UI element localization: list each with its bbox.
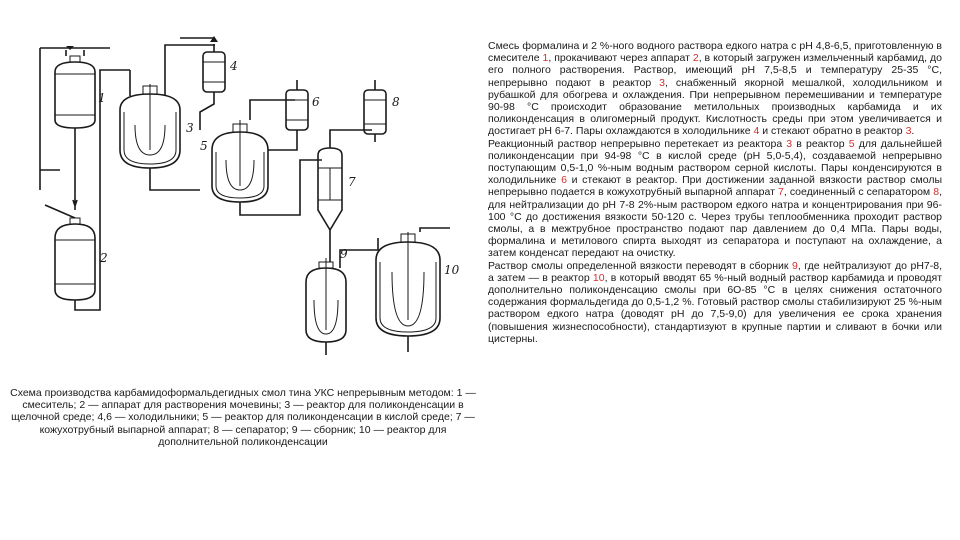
paragraph-3 xyxy=(488,260,942,345)
text: и стекают обратно в реактор xyxy=(759,125,906,138)
label-9: 9 xyxy=(340,247,348,261)
ref-7: 7 xyxy=(777,186,784,199)
label-5: 5 xyxy=(200,139,208,153)
text: , в который вводят 65 %-ный водный раствор карбамида и проводят дополнительно поликонденсацию смолы при 6О-85 °С в целях снижения остаточного содержания формальдегида до 0,5-1,2 %. Готовый раствор смолы стабилизируют 25 %-ным раствором едкого натра (доводят рН до 7,5-9,0) для увеличения ее срока хранения (повышения жизнеспособности), стандартизуют в крупные партии и сливают в бочки или цистерны. xyxy=(488,271,943,345)
label-1: 1 xyxy=(98,91,106,105)
ref-10: 10 xyxy=(592,271,605,284)
ref-5: 5 xyxy=(848,137,855,150)
vessel-2-dissolver xyxy=(45,205,95,300)
vessel-5-reactor-acidic xyxy=(212,100,322,215)
process-flow-diagram xyxy=(0,0,480,380)
ref-3: 3 xyxy=(659,76,665,89)
paragraph-2 xyxy=(488,138,942,260)
text: Смесь формалина и 2 %-ного водного раствора едкого натра с рН 4,8-6,5, приготовленную в смесителе xyxy=(488,40,942,65)
label-4: 4 xyxy=(230,59,238,73)
process-description xyxy=(488,40,942,345)
text: и стекают в реактор. При достижении заданной вязкости раствор смолы непрерывно подается в кожухотрубный выпарной аппарат xyxy=(488,174,942,199)
label-8: 8 xyxy=(392,95,400,109)
ref-9: 9 xyxy=(792,259,798,272)
diagram-caption: Схема производства карбамидоформальдегидных смол тина УКС непрерывным методом: 1 — смеситель; 2 — аппарат для растворения мочевины; 3 — реактор для поликонденсации в щелочной среде; 4,6 — холодильники; 5 — реактор для поликонденсации в кислой среде; 7 — кожухотрубный выпарной аппарат; 8 — сепаратор; 9 — сборник; 10 — реактор для дополнительной поликонденсации xyxy=(10,387,476,448)
text: Раствор смолы определенной вязкости переводят в сборник xyxy=(488,259,792,272)
vessel-8-separator xyxy=(364,80,386,142)
label-6: 6 xyxy=(312,95,320,109)
paragraph-1 xyxy=(488,40,942,138)
text: , снабженный якорной мешалкой, холодильником и рубашкой для обогрева и охлаждения. При непрерывном перемешивании и температуре 90-98 °С происходит образование метилольных производных карбамида и их поликонденсация в олигомерный продукт. Кислотность среды при этом увеличивается и достигает рН 6-7. Пары охлаждаются в холодильнике xyxy=(488,76,942,138)
text: , соединенный с сепаратором xyxy=(783,186,934,199)
text: Реакционный раствор непрерывно перетекает из реактора xyxy=(488,137,787,150)
text: , в который загружен измельченный карбамид, до его полного растворения. Раствор, имеющий рН 7,5-8,5 и температуру 25-35 °С, непрерывно подают в реактор xyxy=(488,52,943,89)
text: для дальнейшей поликонденсации при 94-98 °С в кислой среде (рН 5,0-5,4), создаваемой непрерывно поступающим 0,5-1,0 %-ным водным раствором серной кислоты. Пары конденсируются в холодильнике xyxy=(488,137,942,187)
ref-3: 3 xyxy=(786,137,793,150)
ref-8: 8 xyxy=(933,186,940,199)
ref-2: 2 xyxy=(692,52,699,65)
text: , для нейтрализации до рН 7-8 2%-ным раствором едкого натра и концентрирования при 96-100 °С до достижения вязкости 50-120 с. Через трубы теплообменника проходит раствор смолы, а в межтрубное пространство подают пар давлением до 0,4 МПа. Пары воды, формалина и метилового спирта выходят из сепаратора и поступают на охлаждение, а затем конденсат передают на очистку. xyxy=(488,186,942,260)
ref-3: 3 xyxy=(905,125,912,138)
label-7: 7 xyxy=(348,175,356,189)
ref-1: 1 xyxy=(542,52,549,65)
vessel-4-condenser xyxy=(200,36,225,130)
vessel-7-evaporator xyxy=(318,130,372,262)
ref-6: 6 xyxy=(561,174,567,187)
label-2: 2 xyxy=(100,251,108,265)
text: , где нейтрализуют до рН7-8, а затем — в реактор xyxy=(488,259,942,284)
text: . xyxy=(911,125,915,138)
text: в реактор xyxy=(792,137,849,150)
vessel-6-condenser xyxy=(268,80,308,150)
label-10: 10 xyxy=(444,263,460,277)
vessel-10-reactor-final xyxy=(376,228,450,352)
vessel-3-reactor-alkaline xyxy=(120,70,180,168)
label-3: 3 xyxy=(186,121,194,135)
ref-4: 4 xyxy=(753,125,760,138)
text: , прокачивают через аппарат xyxy=(548,52,693,65)
